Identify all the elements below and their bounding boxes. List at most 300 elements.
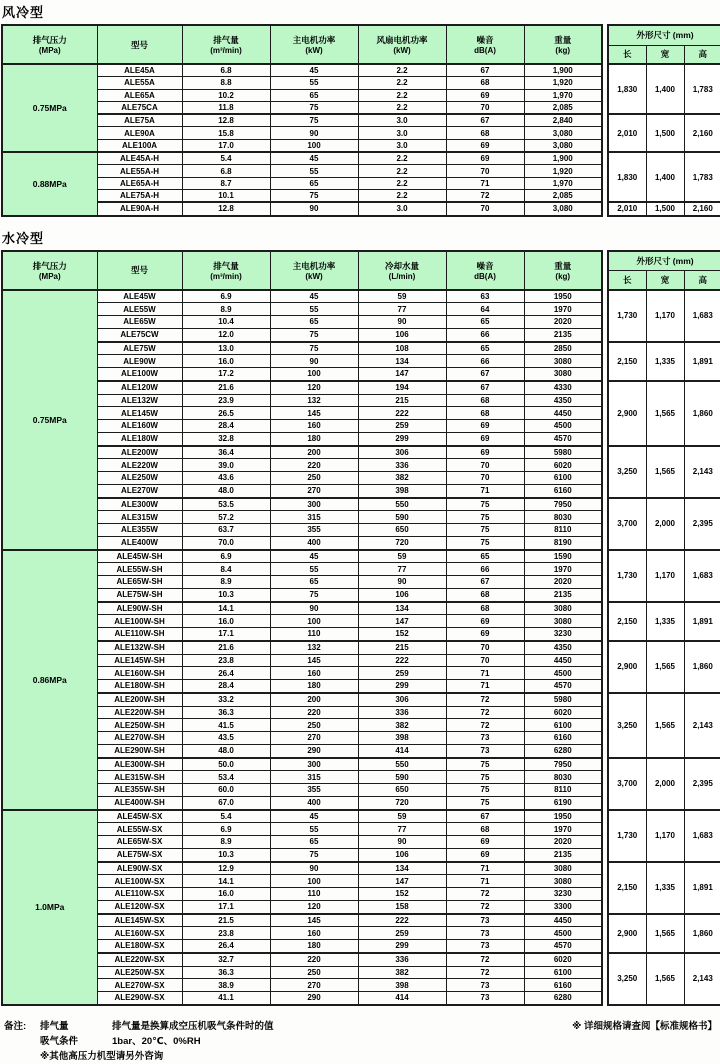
air-cooled-section — [1, 2, 719, 217]
value-cell: 3080 — [524, 875, 602, 888]
value-cell: 3080 — [524, 862, 602, 875]
value-cell: 45 — [270, 64, 358, 77]
value-cell: 90 — [358, 576, 446, 589]
value-cell: 2.2 — [358, 64, 446, 77]
value-cell: 90 — [358, 316, 446, 329]
value-cell: 152 — [358, 628, 446, 641]
model-cell: ALE250W — [97, 472, 182, 485]
dim-cell: 1,565 — [646, 953, 684, 1005]
table-gap — [602, 680, 608, 693]
value-cell: 6280 — [524, 992, 602, 1005]
model-cell: ALE45W-SH — [97, 550, 182, 563]
dim-cell: 2,900 — [608, 914, 646, 953]
model-cell: ALE100W-SH — [97, 615, 182, 628]
model-cell: ALE145W-SX — [97, 914, 182, 927]
value-cell: 7950 — [524, 498, 602, 511]
value-cell: 222 — [358, 407, 446, 420]
value-cell: 4330 — [524, 381, 602, 394]
value-cell: 23.9 — [182, 394, 270, 407]
value-cell: 147 — [358, 368, 446, 381]
value-cell: 55 — [270, 823, 358, 836]
value-cell: 259 — [358, 927, 446, 940]
model-cell: ALE290W-SH — [97, 744, 182, 757]
value-cell: 1,920 — [524, 165, 602, 177]
model-cell: ALE160W-SH — [97, 667, 182, 680]
value-cell: 382 — [358, 966, 446, 979]
model-cell: ALE160W-SX — [97, 927, 182, 940]
dim-cell: 2,900 — [608, 641, 646, 693]
pressure-cell: 0.75MPa — [2, 64, 97, 152]
table-gap — [602, 732, 608, 745]
value-cell: 67 — [446, 114, 524, 127]
value-cell: 90 — [358, 836, 446, 849]
dim-cell: 1,730 — [608, 290, 646, 342]
value-cell: 8110 — [524, 784, 602, 797]
col-header-name: 排气压力 — [32, 260, 67, 271]
value-cell: 290 — [270, 992, 358, 1005]
dim-col-header-1: 宽 — [646, 45, 684, 64]
value-cell: 53.4 — [182, 771, 270, 784]
model-cell: ALE355W — [97, 524, 182, 537]
dim-cell: 2,010 — [608, 202, 646, 215]
water-cooled-title: 水冷型 — [2, 230, 45, 246]
col-header-4 — [358, 25, 446, 64]
value-cell: 6100 — [524, 719, 602, 732]
value-cell: 23.8 — [182, 927, 270, 940]
value-cell: 53.5 — [182, 498, 270, 511]
spec-table — [1, 24, 720, 217]
value-cell: 300 — [270, 758, 358, 771]
value-cell: 8.9 — [182, 836, 270, 849]
value-cell: 33.2 — [182, 693, 270, 706]
value-cell: 28.4 — [182, 420, 270, 433]
col-header-name: 重量 — [554, 35, 572, 45]
value-cell: 71 — [446, 875, 524, 888]
table-gap — [602, 615, 608, 628]
value-cell: 70.0 — [182, 536, 270, 549]
value-cell: 6.9 — [182, 290, 270, 303]
value-cell: 69 — [446, 848, 524, 861]
col-header-name: 型号 — [130, 265, 148, 276]
value-cell: 290 — [270, 744, 358, 757]
dim-col-header-0: 长 — [608, 45, 646, 64]
value-cell: 270 — [270, 979, 358, 992]
value-cell: 67.0 — [182, 796, 270, 809]
dim-cell: 1,783 — [684, 152, 720, 202]
value-cell: 4450 — [524, 407, 602, 420]
value-cell: 75 — [270, 114, 358, 127]
value-cell: 160 — [270, 420, 358, 433]
value-cell: 67 — [446, 381, 524, 394]
value-cell: 26.4 — [182, 667, 270, 680]
dim-cell: 1,170 — [646, 810, 684, 862]
pressure-cell: 1.0MPa — [2, 810, 97, 1005]
value-cell: 1,920 — [524, 77, 602, 89]
value-cell: 17.0 — [182, 139, 270, 152]
value-cell: 398 — [358, 484, 446, 497]
value-cell: 6100 — [524, 966, 602, 979]
notes-label: 备注: — [4, 1020, 27, 1032]
col-header-name: 噪音 — [476, 35, 494, 45]
col-header-unit: (m³/min) — [210, 271, 242, 281]
value-cell: 69 — [446, 420, 524, 433]
value-cell: 2.2 — [358, 77, 446, 89]
value-cell: 110 — [270, 888, 358, 901]
value-cell: 315 — [270, 511, 358, 524]
value-cell: 50.0 — [182, 758, 270, 771]
value-cell: 65 — [446, 316, 524, 329]
value-cell: 145 — [270, 407, 358, 420]
value-cell: 69 — [446, 139, 524, 152]
value-cell: 75 — [270, 101, 358, 114]
value-cell: 4500 — [524, 420, 602, 433]
value-cell: 8.8 — [182, 77, 270, 89]
dim-cell: 1,783 — [684, 64, 720, 114]
dims-header: 外形尺寸 (mm) — [608, 251, 720, 271]
value-cell: 222 — [358, 914, 446, 927]
table-gap — [602, 303, 608, 316]
value-cell: 69 — [446, 89, 524, 101]
value-cell: 5.4 — [182, 810, 270, 823]
table-gap — [602, 940, 608, 953]
value-cell: 3.0 — [358, 202, 446, 215]
value-cell: 69 — [446, 836, 524, 849]
model-cell: ALE100W — [97, 368, 182, 381]
model-cell: ALE270W-SX — [97, 979, 182, 992]
value-cell: 8110 — [524, 524, 602, 537]
model-cell: ALE55W-SH — [97, 563, 182, 576]
value-cell: 73 — [446, 744, 524, 757]
value-cell: 45 — [270, 550, 358, 563]
value-cell: 2,840 — [524, 114, 602, 127]
dim-cell: 3,250 — [608, 953, 646, 1005]
dim-cell: 1,891 — [684, 862, 720, 914]
dim-cell: 1,565 — [646, 446, 684, 498]
col-header-name: 重量 — [554, 260, 572, 271]
value-cell: 67 — [446, 368, 524, 381]
value-cell: 299 — [358, 432, 446, 445]
col-header-unit: (m³/min) — [210, 46, 242, 55]
value-cell: 32.7 — [182, 953, 270, 966]
value-cell: 152 — [358, 888, 446, 901]
air-cooled-table — [1, 24, 719, 217]
value-cell: 72 — [446, 888, 524, 901]
value-cell: 3080 — [524, 615, 602, 628]
dim-cell: 2,150 — [608, 602, 646, 641]
value-cell: 16.0 — [182, 615, 270, 628]
table-row — [2, 693, 720, 706]
value-cell: 28.4 — [182, 680, 270, 693]
dim-cell: 1,891 — [684, 602, 720, 641]
value-cell: 147 — [358, 615, 446, 628]
table-row — [2, 862, 720, 875]
value-cell: 73 — [446, 992, 524, 1005]
value-cell: 10.3 — [182, 588, 270, 601]
value-cell: 336 — [358, 459, 446, 472]
dim-cell: 1,565 — [646, 381, 684, 446]
model-cell: ALE100A — [97, 139, 182, 152]
dim-cell: 1,730 — [608, 550, 646, 602]
table-row — [2, 64, 720, 77]
value-cell: 59 — [358, 810, 446, 823]
value-cell: 77 — [358, 823, 446, 836]
value-cell: 4450 — [524, 914, 602, 927]
value-cell: 4350 — [524, 641, 602, 654]
value-cell: 67 — [446, 810, 524, 823]
value-cell: 259 — [358, 420, 446, 433]
table-gap — [602, 823, 608, 836]
value-cell: 71 — [446, 862, 524, 875]
value-cell: 180 — [270, 680, 358, 693]
value-cell: 8.4 — [182, 563, 270, 576]
value-cell: 8.7 — [182, 177, 270, 189]
model-cell: ALE132W-SH — [97, 641, 182, 654]
value-cell: 2.2 — [358, 152, 446, 165]
value-cell: 17.2 — [182, 368, 270, 381]
table-row — [2, 550, 720, 563]
value-cell: 300 — [270, 498, 358, 511]
value-cell: 41.5 — [182, 719, 270, 732]
value-cell: 21.5 — [182, 914, 270, 927]
value-cell: 720 — [358, 536, 446, 549]
table-gap — [602, 432, 608, 445]
notes-area — [1, 1019, 719, 1064]
model-cell: ALE355W-SH — [97, 784, 182, 797]
value-cell: 1950 — [524, 290, 602, 303]
value-cell: 3.0 — [358, 139, 446, 152]
col-header-6 — [524, 251, 602, 290]
dim-cell: 2,000 — [646, 498, 684, 550]
value-cell: 5.4 — [182, 152, 270, 165]
note-term-suction: 吸气条件 — [40, 1035, 79, 1047]
model-cell: ALE250W-SH — [97, 719, 182, 732]
value-cell: 72 — [446, 966, 524, 979]
value-cell: 590 — [358, 771, 446, 784]
value-cell: 73 — [446, 732, 524, 745]
model-cell: ALE75CA — [97, 101, 182, 114]
value-cell: 72 — [446, 953, 524, 966]
value-cell: 160 — [270, 667, 358, 680]
value-cell: 1970 — [524, 563, 602, 576]
value-cell: 71 — [446, 680, 524, 693]
value-cell: 1,970 — [524, 89, 602, 101]
value-cell: 1590 — [524, 550, 602, 563]
value-cell: 100 — [270, 368, 358, 381]
col-header-name: 噪音 — [476, 260, 494, 271]
value-cell: 132 — [270, 394, 358, 407]
col-header-unit: (kW) — [305, 271, 323, 281]
dim-cell: 1,830 — [608, 64, 646, 114]
value-cell: 250 — [270, 719, 358, 732]
value-cell: 106 — [358, 328, 446, 341]
table-gap — [602, 459, 608, 472]
dim-cell: 2,143 — [684, 693, 720, 758]
col-header-4 — [358, 251, 446, 290]
value-cell: 270 — [270, 484, 358, 497]
col-header-unit: (kW) — [305, 46, 323, 55]
value-cell: 69 — [446, 432, 524, 445]
model-cell: ALE65A — [97, 89, 182, 101]
value-cell: 306 — [358, 446, 446, 459]
value-cell: 194 — [358, 381, 446, 394]
value-cell: 26.5 — [182, 407, 270, 420]
table-gap — [602, 89, 608, 101]
model-cell: ALE75W — [97, 342, 182, 355]
value-cell: 73 — [446, 927, 524, 940]
value-cell: 2,085 — [524, 189, 602, 202]
model-cell: ALE145W — [97, 407, 182, 420]
value-cell: 75 — [270, 189, 358, 202]
model-cell: ALE100W-SX — [97, 875, 182, 888]
table-gap — [602, 524, 608, 537]
model-cell: ALE90A — [97, 127, 182, 139]
table-gap — [602, 165, 608, 177]
col-header-name: 排气量 — [213, 35, 239, 45]
value-cell: 71 — [446, 177, 524, 189]
value-cell: 75 — [270, 588, 358, 601]
dim-cell: 1,683 — [684, 290, 720, 342]
value-cell: 134 — [358, 602, 446, 615]
model-cell: ALE145W-SH — [97, 654, 182, 667]
value-cell: 2.2 — [358, 189, 446, 202]
value-cell: 3.0 — [358, 127, 446, 139]
table-gap — [602, 420, 608, 433]
value-cell: 90 — [270, 127, 358, 139]
value-cell: 75 — [446, 498, 524, 511]
value-cell: 66 — [446, 355, 524, 368]
value-cell: 72 — [446, 719, 524, 732]
table-gap — [602, 355, 608, 368]
spec-table — [1, 250, 720, 1006]
col-header-unit: (L/min) — [388, 271, 416, 281]
value-cell: 200 — [270, 693, 358, 706]
value-cell: 100 — [270, 139, 358, 152]
value-cell: 66 — [446, 328, 524, 341]
value-cell: 315 — [270, 771, 358, 784]
value-cell: 75 — [446, 511, 524, 524]
value-cell: 55 — [270, 77, 358, 89]
col-header-1 — [97, 251, 182, 290]
water-cooled-section — [1, 228, 719, 1006]
value-cell: 55 — [270, 303, 358, 316]
col-header-1 — [97, 25, 182, 64]
table-gap — [602, 796, 608, 809]
value-cell: 270 — [270, 732, 358, 745]
value-cell: 398 — [358, 979, 446, 992]
table-gap — [602, 576, 608, 589]
value-cell: 38.9 — [182, 979, 270, 992]
table-gap — [602, 900, 608, 913]
value-cell: 3,080 — [524, 139, 602, 152]
model-cell: ALE55A-H — [97, 165, 182, 177]
value-cell: 70 — [446, 101, 524, 114]
dim-cell: 2,150 — [608, 342, 646, 381]
value-cell: 11.8 — [182, 101, 270, 114]
dim-cell: 2,000 — [646, 758, 684, 810]
value-cell: 6.9 — [182, 823, 270, 836]
value-cell: 70 — [446, 165, 524, 177]
value-cell: 2.2 — [358, 177, 446, 189]
value-cell: 41.1 — [182, 992, 270, 1005]
value-cell: 10.4 — [182, 316, 270, 329]
value-cell: 215 — [358, 641, 446, 654]
dim-cell: 1,500 — [646, 202, 684, 215]
notes-right: ※ 详细规格请查阅【标准规格书】 — [572, 1020, 717, 1032]
table-gap — [602, 784, 608, 797]
col-header-2 — [182, 25, 270, 64]
value-cell: 3080 — [524, 368, 602, 381]
col-header-name: 风扇电机功率 — [376, 35, 428, 45]
model-cell: ALE75CW — [97, 328, 182, 341]
value-cell: 1,970 — [524, 177, 602, 189]
value-cell: 75 — [270, 328, 358, 341]
model-cell: ALE400W — [97, 536, 182, 549]
table-gap — [602, 588, 608, 601]
note-line-2 — [40, 1034, 274, 1049]
table-gap — [602, 394, 608, 407]
value-cell: 336 — [358, 953, 446, 966]
table-gap — [602, 771, 608, 784]
value-cell: 65 — [270, 576, 358, 589]
model-cell: ALE90A-H — [97, 202, 182, 215]
model-cell: ALE160W — [97, 420, 182, 433]
value-cell: 250 — [270, 472, 358, 485]
value-cell: 15.8 — [182, 127, 270, 139]
value-cell: 3080 — [524, 602, 602, 615]
model-cell: ALE65W-SX — [97, 836, 182, 849]
model-cell: ALE45W — [97, 290, 182, 303]
value-cell: 650 — [358, 784, 446, 797]
value-cell: 215 — [358, 394, 446, 407]
value-cell: 90 — [270, 202, 358, 215]
value-cell: 48.0 — [182, 484, 270, 497]
value-cell: 6020 — [524, 459, 602, 472]
value-cell: 2020 — [524, 576, 602, 589]
table-gap — [602, 875, 608, 888]
table-gap — [602, 744, 608, 757]
dim-cell: 1,565 — [646, 693, 684, 758]
model-cell: ALE45W-SX — [97, 810, 182, 823]
value-cell: 7950 — [524, 758, 602, 771]
note-line-3 — [40, 1049, 274, 1064]
value-cell: 180 — [270, 432, 358, 445]
model-cell: ALE120W-SX — [97, 900, 182, 913]
note-high-pressure: ※其他高压力机型请另外咨询 — [40, 1050, 164, 1062]
model-cell: ALE75A — [97, 114, 182, 127]
value-cell: 3230 — [524, 628, 602, 641]
value-cell: 3080 — [524, 355, 602, 368]
value-cell: 68 — [446, 127, 524, 139]
table-row — [2, 114, 720, 127]
value-cell: 10.2 — [182, 89, 270, 101]
table-gap — [602, 511, 608, 524]
value-cell: 4570 — [524, 940, 602, 953]
value-cell: 65 — [270, 177, 358, 189]
table-row — [2, 953, 720, 966]
value-cell: 4350 — [524, 394, 602, 407]
value-cell: 12.8 — [182, 202, 270, 215]
dim-cell: 1,400 — [646, 64, 684, 114]
model-cell: ALE270W-SH — [97, 732, 182, 745]
value-cell: 6160 — [524, 732, 602, 745]
value-cell: 2.2 — [358, 165, 446, 177]
note-line-1 — [4, 1019, 274, 1034]
model-cell: ALE45A-H — [97, 152, 182, 165]
value-cell: 2020 — [524, 836, 602, 849]
model-cell: ALE90W-SX — [97, 862, 182, 875]
value-cell: 8030 — [524, 511, 602, 524]
value-cell: 63.7 — [182, 524, 270, 537]
